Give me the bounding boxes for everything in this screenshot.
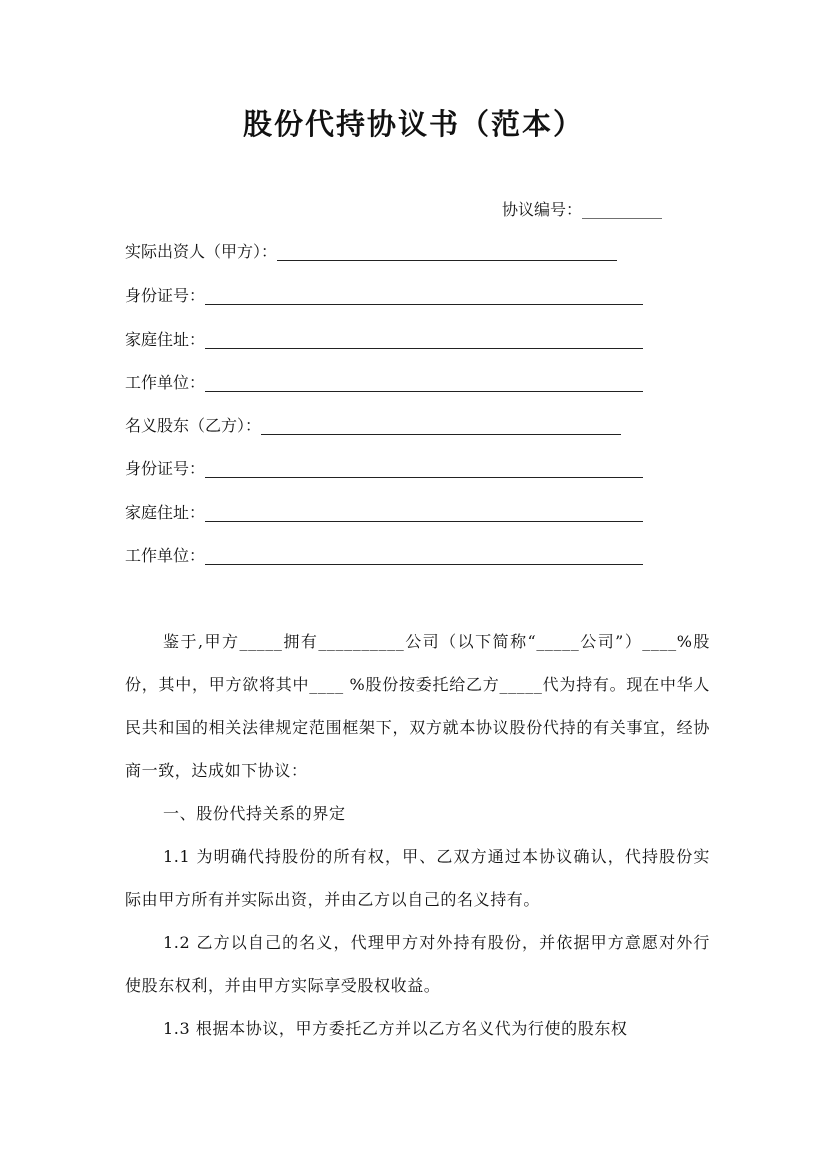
party-a-investor-blank[interactable] — [277, 242, 617, 261]
clause-1-2: 1.2 乙方以自己的名义，代理甲方对外持有股份，并依据甲方意愿对外行使股东权利，并由甲方实际享受股权收益。 — [125, 933, 710, 995]
clause-1-3: 1.3 根据本协议，甲方委托乙方并以乙方名义代为行使的股东权 — [163, 1019, 628, 1038]
party-a-employer-label: 工作单位： — [125, 373, 206, 392]
document-title: 股份代持协议书（范本） — [242, 107, 584, 141]
party-a-id-blank[interactable] — [205, 286, 643, 305]
section-1-heading: 一、股份代持关系的界定 — [163, 804, 346, 823]
preamble-paragraph: 鉴于,甲方_____拥有__________公司（以下简称“_____公司”）____%股份，其中，甲方欲将其中____ %股份按委托给乙方_____代为持有。现在中华人民共和国的相关法律规定范围框架下，双方就本协议股份代持的有关事宜，经协商一致，达成如下协议： — [125, 632, 710, 780]
party-a-employer-row — [125, 371, 643, 395]
party-b-address-label: 家庭住址： — [125, 503, 206, 522]
party-b-nominee-row — [125, 414, 621, 438]
agreement-number-field: 协议编号：__________ — [502, 200, 663, 219]
party-a-investor-row — [125, 240, 617, 264]
party-b-id-label: 身份证号： — [125, 459, 206, 478]
party-a-address-label: 家庭住址： — [125, 330, 206, 349]
party-a-id-row — [125, 284, 643, 308]
party-a-investor-label: 实际出资人（甲方）： — [125, 242, 278, 261]
party-b-employer-row — [125, 544, 643, 568]
party-b-address-row — [125, 501, 643, 525]
clause-1-1: 1.1 为明确代持股份的所有权，甲、乙双方通过本协议确认，代持股份实际由甲方所有并实际出资，并由乙方以自己的名义持有。 — [125, 847, 710, 909]
agreement-body — [125, 620, 710, 1050]
party-b-nominee-label: 名义股东（乙方）： — [125, 416, 262, 435]
party-b-address-blank[interactable] — [205, 503, 643, 522]
party-b-id-row — [125, 457, 643, 481]
party-b-employer-blank[interactable] — [205, 546, 643, 565]
party-a-id-label: 身份证号： — [125, 286, 206, 305]
party-b-nominee-blank[interactable] — [261, 416, 621, 435]
party-b-id-blank[interactable] — [205, 459, 643, 478]
party-a-employer-blank[interactable] — [205, 373, 643, 392]
party-a-address-blank[interactable] — [205, 330, 643, 349]
party-b-employer-label: 工作单位： — [125, 546, 206, 565]
party-a-address-row — [125, 328, 643, 352]
